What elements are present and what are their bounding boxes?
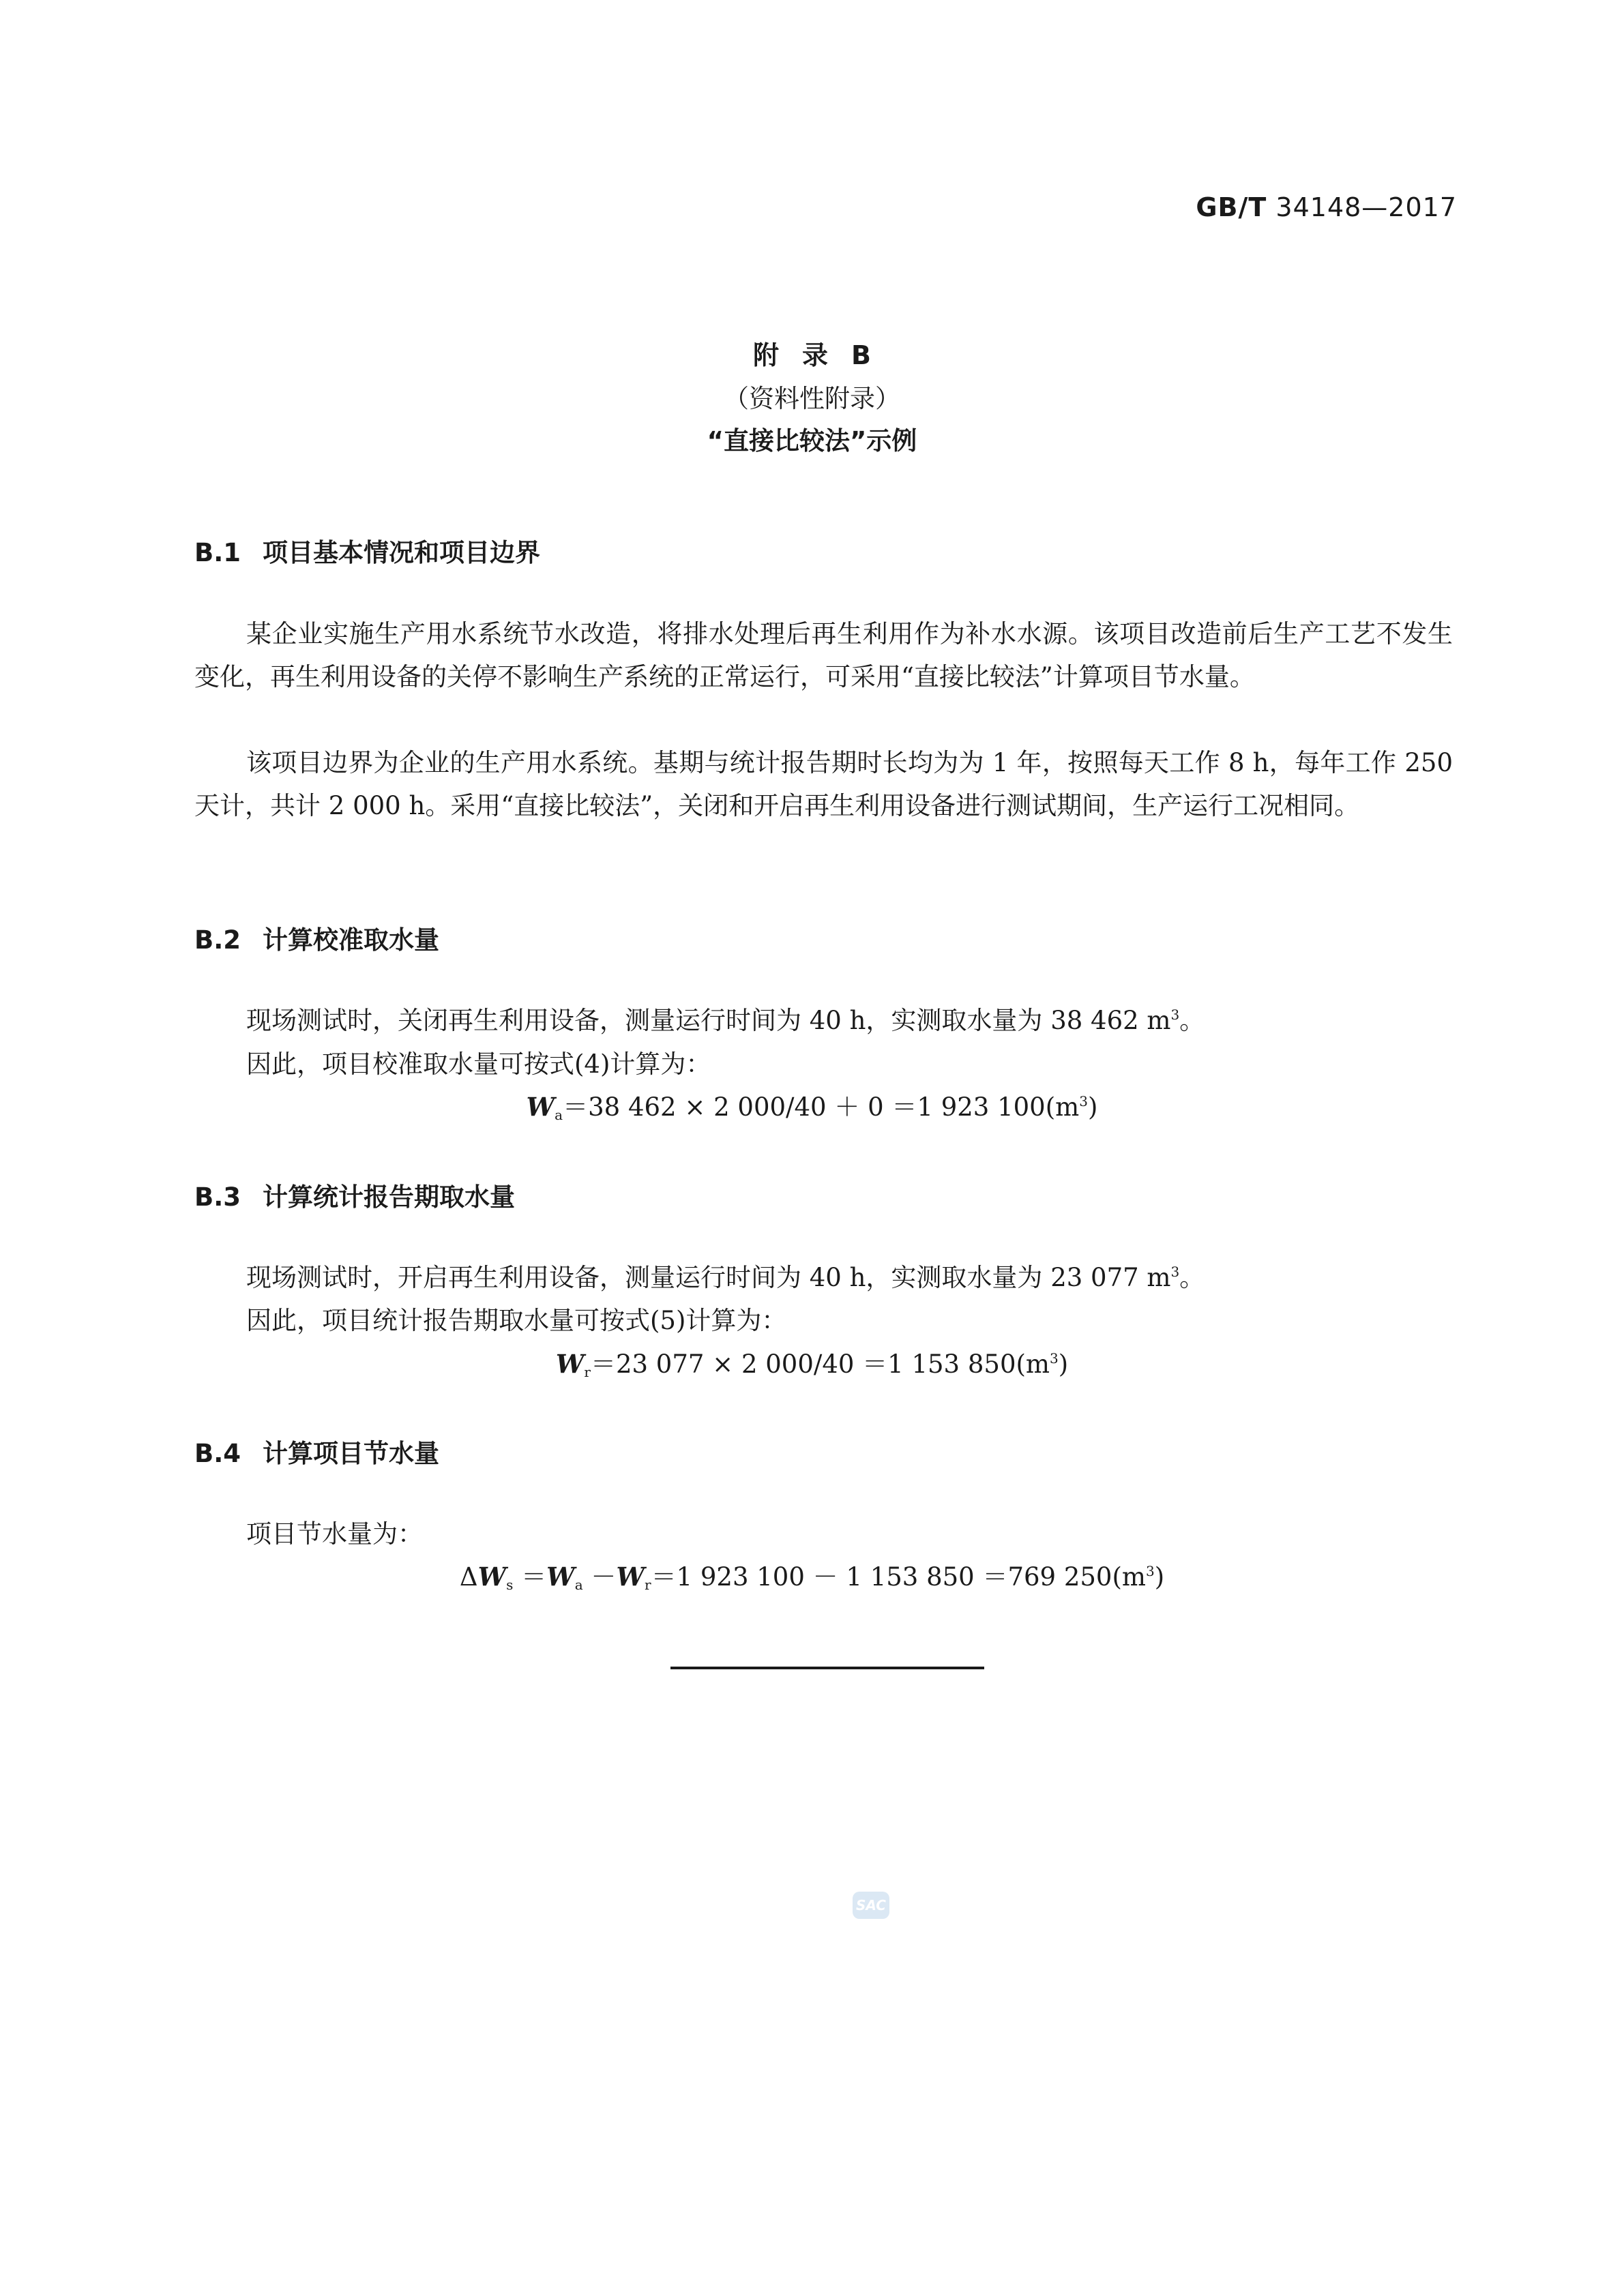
- subscript: a: [555, 1107, 563, 1123]
- annex-type: （资料性附录）: [724, 384, 900, 413]
- formula-body: ＝23 077 × 2 000/40 ＝1 153 850(m: [590, 1350, 1050, 1379]
- variable-w: W: [477, 1562, 507, 1592]
- equals-sign: ＝: [513, 1562, 547, 1592]
- section-number: B.4: [194, 1439, 241, 1468]
- variable-w: W: [526, 1092, 555, 1122]
- superscript: 3: [1050, 1350, 1059, 1367]
- subscript: r: [645, 1577, 651, 1593]
- standard-code: 34148—2017: [1267, 192, 1457, 222]
- section-heading-b2: [194, 919, 439, 956]
- section-title: 计算统计报告期取水量: [263, 1182, 515, 1212]
- formula-close: ): [1154, 1562, 1165, 1592]
- text-line: 因此，项目校准取水量可按式(4)计算为：: [246, 1049, 711, 1079]
- sac-watermark-icon: SAC: [853, 1892, 889, 1919]
- standard-number: [1196, 192, 1457, 222]
- superscript: 3: [1079, 1093, 1088, 1109]
- end-rule: [670, 1667, 984, 1669]
- section-title: 计算校准取水量: [263, 925, 439, 955]
- text-line: 项目节水量为：: [246, 1519, 423, 1549]
- subscript: a: [574, 1577, 583, 1593]
- text-segment: 现场测试时，关闭再生利用设备，测量运行时间为 40 h，实测取水量为 38 462 m: [246, 1006, 1171, 1035]
- section-title: 计算项目节水量: [263, 1439, 439, 1468]
- text-line: [246, 1000, 1205, 1037]
- formula-water-savings: [0, 1556, 1624, 1593]
- standard-prefix: GB/T: [1196, 192, 1267, 222]
- variable-w: W: [555, 1349, 585, 1379]
- text-segment: 。: [1179, 1263, 1205, 1292]
- delta-symbol: Δ: [459, 1562, 478, 1592]
- formula-body: ＝38 462 × 2 000/40 ＋ 0 ＝1 923 100(m: [563, 1092, 1080, 1122]
- formula-close: ): [1087, 1092, 1098, 1122]
- formula-close: ): [1058, 1350, 1069, 1379]
- annex-name: “直接比较法”示例: [707, 426, 917, 456]
- formula-calibrated-withdrawal: [0, 1086, 1624, 1123]
- superscript: 3: [1170, 1007, 1180, 1023]
- variable-w: W: [546, 1562, 575, 1592]
- annex-title: 附录B: [753, 340, 894, 370]
- text-segment: 。: [1179, 1006, 1205, 1035]
- section-number: B.3: [194, 1182, 241, 1212]
- superscript: 3: [1145, 1563, 1155, 1579]
- section-title: 项目基本情况和项目边界: [263, 538, 540, 567]
- paragraph: 该项目边界为企业的生产用水系统。基期与统计报告期时长均为为 1 年，按照每天工作 8 h，每年工作 250 天计，共计 2 000 h。采用“直接比较法”，关闭和开启再生利用设备进行测试期间，生产运行工况相同。: [194, 748, 1453, 820]
- section-number: B.2: [194, 925, 241, 955]
- variable-w: W: [616, 1562, 645, 1592]
- text-line: [246, 1257, 1205, 1294]
- section-number: B.1: [194, 538, 241, 567]
- superscript: 3: [1170, 1264, 1180, 1280]
- section-heading-b4: [194, 1433, 439, 1470]
- minus-sign: －: [582, 1562, 617, 1592]
- section-heading-b1: [194, 532, 540, 569]
- subscript: r: [584, 1364, 591, 1380]
- subscript: s: [506, 1577, 514, 1593]
- text-segment: 现场测试时，开启再生利用设备，测量运行时间为 40 h，实测取水量为 23 077 m: [246, 1263, 1171, 1292]
- section-heading-b3: [194, 1176, 515, 1213]
- paragraph: 某企业实施生产用水系统节水改造，将排水处理后再生利用作为补水水源。该项目改造前后生产工艺不发生变化，再生利用设备的关停不影响生产系统的正常运行，可采用“直接比较法”计算项目节水量。: [194, 619, 1453, 691]
- formula-body: ＝1 923 100 － 1 153 850 ＝769 250(m: [651, 1562, 1146, 1592]
- formula-reporting-withdrawal: [0, 1343, 1624, 1380]
- text-line: 因此，项目统计报告期取水量可按式(5)计算为：: [246, 1306, 787, 1335]
